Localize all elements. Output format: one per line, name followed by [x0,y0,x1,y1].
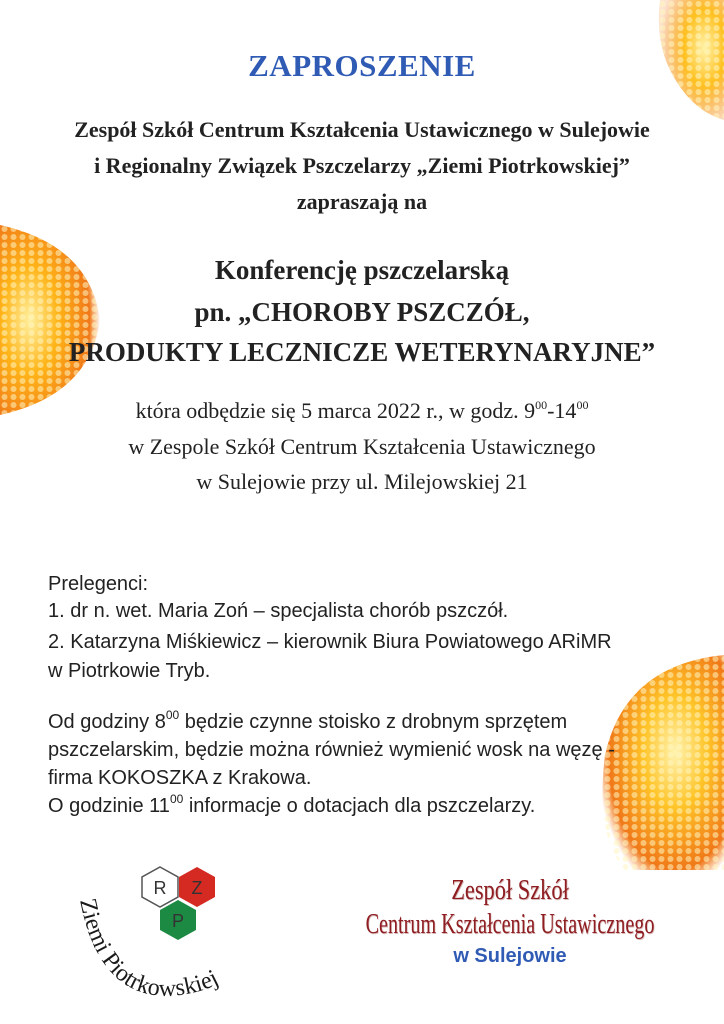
info-line-4 [48,792,708,818]
speaker-1: 1. dr n. wet. Maria Zoń – specjalista chorób pszczół. [48,600,509,622]
end-minutes: 00 [576,398,589,412]
subsidy-minutes: 00 [169,792,184,806]
date-text: która odbędzie się 5 marca 2022 r., w godz. 9 [135,398,536,423]
honeycomb-decoration-bottom-right [585,655,724,870]
conference-line-1: Konferencję pszczelarską [214,255,510,285]
organizer-line-2: i Regionalny Związek Pszczelarzy „Ziemi Piotrkowskiej” [94,153,630,178]
speaker-2-location: w Piotrkowie Tryb. [48,660,211,682]
info-line-2: pszczelarskim, będzie można również wymienić wosk na węzę - [48,739,615,761]
speakers-heading: Prelegenci: [48,573,149,595]
conference-line-2: pn. „CHOROBY PSZCZÓŁ, [194,297,530,327]
speaker-2: 2. Katarzyna Miśkiewicz – kierownik Biura Powiatowego ARiMR [48,631,612,653]
school-logo-line-2: Centrum Kształcenia Ustawicznego [365,909,655,940]
svg-text:Ziemi Piotrkowskiej [74,896,222,1002]
end-hour: -14 [547,398,577,423]
logo-arc-text: Ziemi Piotrkowskiej [74,896,223,1002]
event-address: w Sulejowie przy ul. Milejowskiej 21 [196,469,528,494]
subsidy-text: informacje o dotacjach dla pszczelarzy. [183,795,536,817]
info-stand-text: będzie czynne stoisko z drobnym sprzętem [179,711,568,733]
conference-line-3: PRODUKTY LECZNICZE WETERYNARYJNE” [68,337,656,367]
invitation-title: ZAPROSZENIE [248,48,476,83]
letter-z: Z [191,878,203,898]
school-logo [300,875,720,968]
info-line-3: firma KOKOSZKA z Krakowa. [48,767,312,789]
school-logo-line-3: w Sulejowie [453,945,567,967]
school-logo-line-1: Zespół Szkół [451,875,569,906]
subsidy-time-text: O godzinie 11 [48,795,170,817]
info-start-minutes: 00 [165,708,180,722]
letter-p: P [171,911,185,931]
organizer-line-3: zapraszają na [296,189,428,214]
info-start-text: Od godziny 8 [48,711,166,733]
event-date-time [0,398,724,424]
info-line-1 [48,708,708,734]
rzp-logo [60,855,290,1015]
organizer-line-1: Zespół Szkół Centrum Kształcenia Ustawicznego w Sulejowie [74,117,650,142]
letter-r: R [153,878,167,898]
event-venue: w Zespole Szkół Centrum Kształcenia Ustawicznego [128,434,596,459]
start-minutes: 00 [535,398,548,412]
